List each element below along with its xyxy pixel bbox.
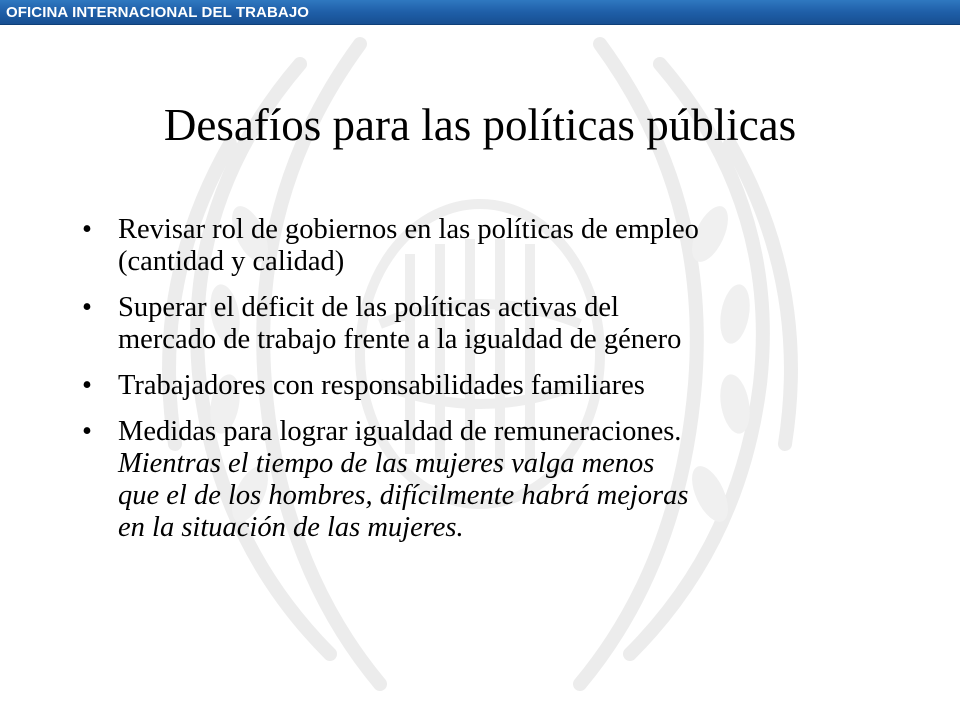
- bullet-item: [80, 214, 880, 278]
- bullet-marker: •: [82, 416, 92, 447]
- bullet-line: (cantidad y calidad): [118, 246, 345, 277]
- bullet-line: Trabajadores con responsabilidades familiares: [118, 370, 645, 401]
- bullet-line: Medidas para lograr igualdad de remuneraciones.: [118, 416, 682, 447]
- bullet-line-italic: Mientras el tiempo de las mujeres valga menos: [118, 448, 655, 479]
- bullet-item: [80, 370, 880, 402]
- organization-name: OFICINA INTERNACIONAL DEL TRABAJO: [6, 4, 310, 21]
- bullet-list: [80, 214, 880, 558]
- bullet-marker: •: [82, 292, 92, 323]
- bullet-line: Superar el déficit de las políticas activas del: [118, 292, 619, 323]
- header-bar: [0, 0, 960, 24]
- bullet-item: [80, 416, 880, 544]
- bullet-item: [80, 292, 880, 356]
- bullet-marker: •: [82, 370, 92, 401]
- bullet-marker: •: [82, 214, 92, 245]
- bullet-line-italic: que el de los hombres, difícilmente habrá mejoras: [118, 480, 689, 511]
- bullet-line: mercado de trabajo frente a la igualdad de género: [118, 324, 682, 355]
- slide-title: Desafíos para las políticas públicas: [163, 100, 797, 150]
- bullet-line-italic: en la situación de las mujeres.: [118, 512, 464, 543]
- bullet-line: Revisar rol de gobiernos en las políticas de empleo: [118, 214, 699, 245]
